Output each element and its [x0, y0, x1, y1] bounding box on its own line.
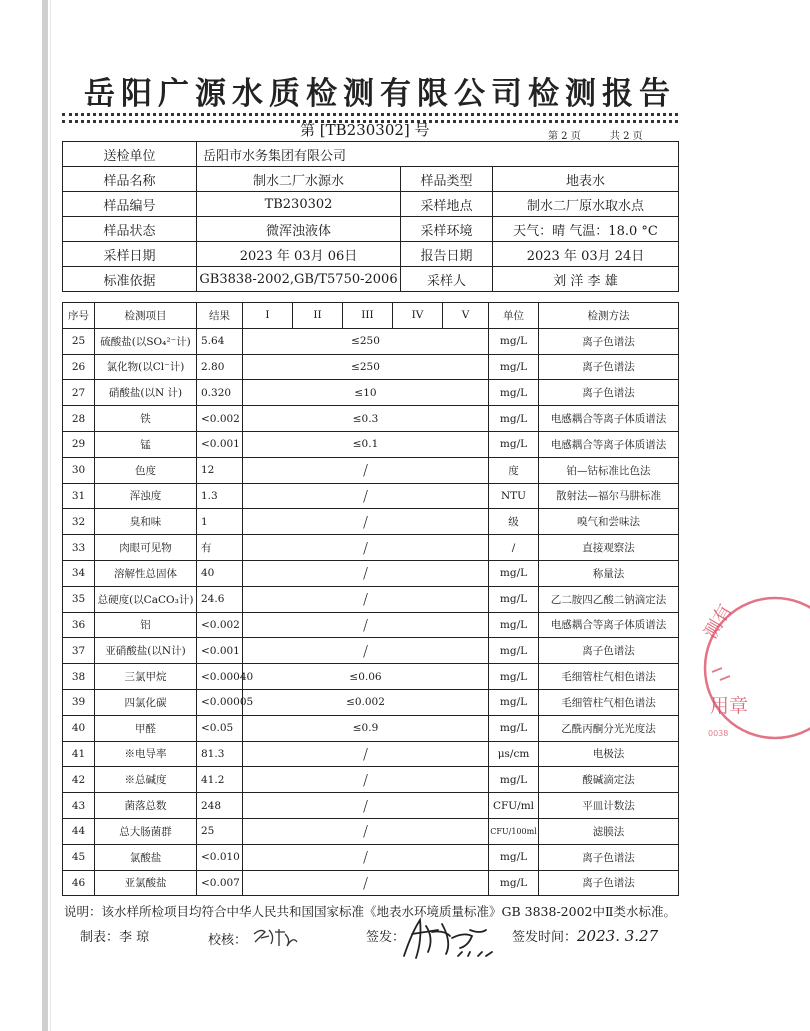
row-result: <0.00040: [197, 664, 243, 690]
table-row: [63, 509, 679, 535]
row-number: 28: [63, 406, 95, 432]
info-row: [63, 242, 679, 267]
maker-name: 李 琼: [119, 930, 150, 945]
title-dotted-rule: [62, 113, 678, 116]
row-number: 25: [63, 328, 95, 354]
row-unit: mg/L: [489, 560, 539, 586]
row-method: 离子色谱法: [539, 354, 679, 380]
table-row: [63, 560, 679, 586]
svg-text:0038: 0038: [708, 729, 729, 738]
info-label: 送检单位: [63, 142, 197, 167]
col-header-class-5: V: [443, 303, 489, 329]
row-item: 色度: [95, 457, 197, 483]
row-method: 乙酰丙酮分光光度法: [539, 715, 679, 741]
table-row: [63, 586, 679, 612]
row-result: 2.80: [197, 354, 243, 380]
row-result: 1: [197, 509, 243, 535]
table-row: [63, 689, 679, 715]
row-limit: ≤0.002: [243, 689, 489, 715]
col-header-class-1: I: [243, 303, 293, 329]
row-number: 41: [63, 741, 95, 767]
row-item: 溶解性总固体: [95, 560, 197, 586]
signer-label: 签发：: [366, 930, 406, 945]
page-number: 第 2 页: [548, 131, 581, 142]
row-item: 硝酸盐(以N 计): [95, 380, 197, 406]
col-header-class-4: IV: [393, 303, 443, 329]
row-result: <0.002: [197, 406, 243, 432]
env-value: 天气：晴 气温：18.0 °C: [493, 217, 679, 242]
row-method: 散射法—福尔马肼标准: [539, 483, 679, 509]
info-row: [63, 267, 679, 292]
row-result: 12: [197, 457, 243, 483]
issue-date: 2023. 3.27: [577, 927, 659, 945]
row-result: <0.010: [197, 844, 243, 870]
row-item: 硫酸盐(以SO₄²⁻计): [95, 328, 197, 354]
row-result: <0.05: [197, 715, 243, 741]
row-result: 41.2: [197, 767, 243, 793]
row-limit: /: [243, 560, 489, 586]
row-unit: mg/L: [489, 844, 539, 870]
row-method: 嗅气和尝味法: [539, 509, 679, 535]
row-number: 40: [63, 715, 95, 741]
row-limit: /: [243, 844, 489, 870]
row-result: 24.6: [197, 586, 243, 612]
row-item: ※总碱度: [95, 767, 197, 793]
row-unit: μs/cm: [489, 741, 539, 767]
row-method: 平皿计数法: [539, 793, 679, 819]
row-method: 直接观察法: [539, 535, 679, 561]
row-item: ※电导率: [95, 741, 197, 767]
row-method: 电感耦合等离子体质谱法: [539, 612, 679, 638]
table-row: [63, 793, 679, 819]
row-limit: ≤0.9: [243, 715, 489, 741]
results-table: [62, 302, 679, 896]
sample-date-value: 2023 年 03月 06日: [197, 242, 401, 267]
row-result: 248: [197, 793, 243, 819]
row-method: 电极法: [539, 741, 679, 767]
row-result: 有: [197, 535, 243, 561]
row-number: 45: [63, 844, 95, 870]
row-limit: ≤250: [243, 354, 489, 380]
info-label: 标准依据: [63, 267, 197, 292]
row-limit: /: [243, 535, 489, 561]
row-limit: ≤0.3: [243, 406, 489, 432]
row-result: 40: [197, 560, 243, 586]
col-header-item: 检测项目: [95, 303, 197, 329]
row-limit: ≤250: [243, 328, 489, 354]
row-method: 酸碱滴定法: [539, 767, 679, 793]
row-result: 25: [197, 818, 243, 844]
row-item: 肉眼可见物: [95, 535, 197, 561]
page-info: [548, 127, 649, 142]
row-unit: mg/L: [489, 354, 539, 380]
col-header-unit: 单位: [489, 303, 539, 329]
table-row: [63, 380, 679, 406]
footer-maker: [80, 926, 149, 945]
row-result: <0.007: [197, 870, 243, 896]
checker-signature: [251, 926, 301, 950]
info-label: 样品类型: [401, 167, 493, 192]
signer-signature: [398, 912, 498, 962]
report-date-value: 2023 年 03月 24日: [493, 242, 679, 267]
row-result: 0.320: [197, 380, 243, 406]
row-method: 乙二胺四乙酸二钠滴定法: [539, 586, 679, 612]
row-method: 毛细管柱气相色谱法: [539, 689, 679, 715]
sample-state-value: 微浑浊液体: [197, 217, 401, 242]
info-label: 采样人: [401, 267, 493, 292]
row-result: <0.002: [197, 612, 243, 638]
row-number: 34: [63, 560, 95, 586]
row-method: 离子色谱法: [539, 638, 679, 664]
row-item: 臭和味: [95, 509, 197, 535]
row-item: 亚硝酸盐(以N计): [95, 638, 197, 664]
info-label: 采样地点: [401, 192, 493, 217]
row-limit: ≤0.06: [243, 664, 489, 690]
row-result: 1.3: [197, 483, 243, 509]
table-row: [63, 328, 679, 354]
row-item: 总硬度(以CaCO₃计): [95, 586, 197, 612]
row-item: 总大肠菌群: [95, 818, 197, 844]
footer-date: [512, 926, 658, 945]
page-total: 共 2 页: [609, 131, 643, 142]
report-number-prefix: 第: [300, 121, 320, 139]
row-number: 44: [63, 818, 95, 844]
row-unit: mg/L: [489, 431, 539, 457]
standard-value: GB3838-2002,GB/T5750-2006: [197, 267, 401, 292]
footer-checker: [208, 926, 301, 950]
row-method: 离子色谱法: [539, 870, 679, 896]
info-row: [63, 192, 679, 217]
binding-line: [50, 0, 51, 1031]
row-number: 33: [63, 535, 95, 561]
binding-edge: [42, 0, 48, 1031]
row-limit: /: [243, 767, 489, 793]
row-limit: /: [243, 509, 489, 535]
row-unit: mg/L: [489, 406, 539, 432]
row-number: 46: [63, 870, 95, 896]
row-item: 三氯甲烷: [95, 664, 197, 690]
row-number: 39: [63, 689, 95, 715]
row-method: 电感耦合等离子体质谱法: [539, 431, 679, 457]
row-item: 铝: [95, 612, 197, 638]
row-number: 27: [63, 380, 95, 406]
table-row: [63, 844, 679, 870]
sample-type-value: 地表水: [493, 167, 679, 192]
sample-no-value: TB230302: [197, 192, 401, 217]
table-row: [63, 870, 679, 896]
info-label: 样品状态: [63, 217, 197, 242]
row-unit: 度: [489, 457, 539, 483]
sampler-value: 刘 洋 李 雄: [493, 267, 679, 292]
row-item: 浑浊度: [95, 483, 197, 509]
row-method: 称量法: [539, 560, 679, 586]
table-row: [63, 483, 679, 509]
info-row: [63, 142, 679, 167]
sample-site-value: 制水二厂原水取水点: [493, 192, 679, 217]
table-row: [63, 354, 679, 380]
row-number: 38: [63, 664, 95, 690]
sample-info-table: [62, 141, 679, 292]
col-header-class-2: II: [293, 303, 343, 329]
row-unit: mg/L: [489, 380, 539, 406]
table-row: [63, 767, 679, 793]
table-row: [63, 431, 679, 457]
row-method: 离子色谱法: [539, 328, 679, 354]
row-number: 42: [63, 767, 95, 793]
info-row: [63, 167, 679, 192]
row-number: 26: [63, 354, 95, 380]
report-number-value: [TB230302]: [319, 121, 410, 139]
row-number: 37: [63, 638, 95, 664]
svg-text:用章: 用章: [710, 695, 749, 717]
col-header-method: 检测方法: [539, 303, 679, 329]
row-number: 43: [63, 793, 95, 819]
table-row: [63, 535, 679, 561]
report-number-suffix: 号: [409, 121, 430, 139]
info-label: 样品编号: [63, 192, 197, 217]
table-header-row: [63, 303, 679, 329]
col-header-result: 结果: [197, 303, 243, 329]
svg-text:测有: 测有: [700, 600, 737, 643]
row-limit: /: [243, 483, 489, 509]
report-title: 岳阳广源水质检测有限公司检测报告: [84, 76, 676, 112]
table-row: [63, 715, 679, 741]
row-limit: /: [243, 793, 489, 819]
row-limit: ≤0.1: [243, 431, 489, 457]
row-limit: /: [243, 586, 489, 612]
row-item: 甲醛: [95, 715, 197, 741]
sample-name-value: 制水二厂水源水: [197, 167, 401, 192]
row-unit: mg/L: [489, 586, 539, 612]
row-number: 30: [63, 457, 95, 483]
info-label: 采样日期: [63, 242, 197, 267]
row-method: 离子色谱法: [539, 380, 679, 406]
row-result: <0.001: [197, 431, 243, 457]
row-unit: mg/L: [489, 328, 539, 354]
row-result: 81.3: [197, 741, 243, 767]
conclusion-note: 说明：该水样所检项目均符合中华人民共和国国家标准《地表水环境质量标准》GB 3838-2002中Ⅱ类水标准。: [64, 904, 676, 919]
row-method: 电感耦合等离子体质谱法: [539, 406, 679, 432]
row-unit: mg/L: [489, 715, 539, 741]
row-method: 滤膜法: [539, 818, 679, 844]
info-row: [63, 217, 679, 242]
row-unit: NTU: [489, 483, 539, 509]
date-label: 签发时间：: [512, 930, 578, 945]
row-item: 氯酸盐: [95, 844, 197, 870]
row-item: 铁: [95, 406, 197, 432]
row-item: 锰: [95, 431, 197, 457]
row-unit: mg/L: [489, 664, 539, 690]
row-limit: ≤10: [243, 380, 489, 406]
row-unit: mg/L: [489, 870, 539, 896]
row-limit: /: [243, 638, 489, 664]
row-limit: /: [243, 741, 489, 767]
row-result: <0.001: [197, 638, 243, 664]
info-label: 采样环境: [401, 217, 493, 242]
table-row: [63, 406, 679, 432]
submit-unit-value: 岳阳市水务集团有限公司: [197, 142, 679, 167]
row-item: 氯化物(以Cl⁻计): [95, 354, 197, 380]
col-header-class-3: III: [343, 303, 393, 329]
table-row: [63, 818, 679, 844]
row-limit: /: [243, 612, 489, 638]
row-unit: mg/L: [489, 767, 539, 793]
row-number: 36: [63, 612, 95, 638]
row-unit: mg/L: [489, 612, 539, 638]
table-row: [63, 741, 679, 767]
checker-label: 校核：: [208, 933, 248, 948]
info-label: 报告日期: [401, 242, 493, 267]
row-item: 亚氯酸盐: [95, 870, 197, 896]
row-item: 四氯化碳: [95, 689, 197, 715]
row-number: 29: [63, 431, 95, 457]
row-item: 菌落总数: [95, 793, 197, 819]
row-method: 离子色谱法: [539, 844, 679, 870]
row-unit: CFU/100ml: [489, 818, 539, 844]
table-row: [63, 638, 679, 664]
row-method: 铂—钴标准比色法: [539, 457, 679, 483]
maker-label: 制表：: [80, 930, 120, 945]
row-unit: mg/L: [489, 638, 539, 664]
row-unit: CFU/ml: [489, 793, 539, 819]
row-method: 毛细管柱气相色谱法: [539, 664, 679, 690]
row-result: <0.00005: [197, 689, 243, 715]
row-limit: /: [243, 457, 489, 483]
row-limit: /: [243, 870, 489, 896]
row-unit: /: [489, 535, 539, 561]
row-result: 5.64: [197, 328, 243, 354]
report-number: [300, 119, 430, 140]
row-limit: /: [243, 818, 489, 844]
row-number: 32: [63, 509, 95, 535]
table-row: [63, 457, 679, 483]
table-row: [63, 612, 679, 638]
row-unit: mg/L: [489, 689, 539, 715]
row-number: 35: [63, 586, 95, 612]
table-row: [63, 664, 679, 690]
col-header-no: 序号: [63, 303, 95, 329]
row-number: 31: [63, 483, 95, 509]
company-seal: [700, 588, 810, 748]
row-unit: 级: [489, 509, 539, 535]
info-label: 样品名称: [63, 167, 197, 192]
